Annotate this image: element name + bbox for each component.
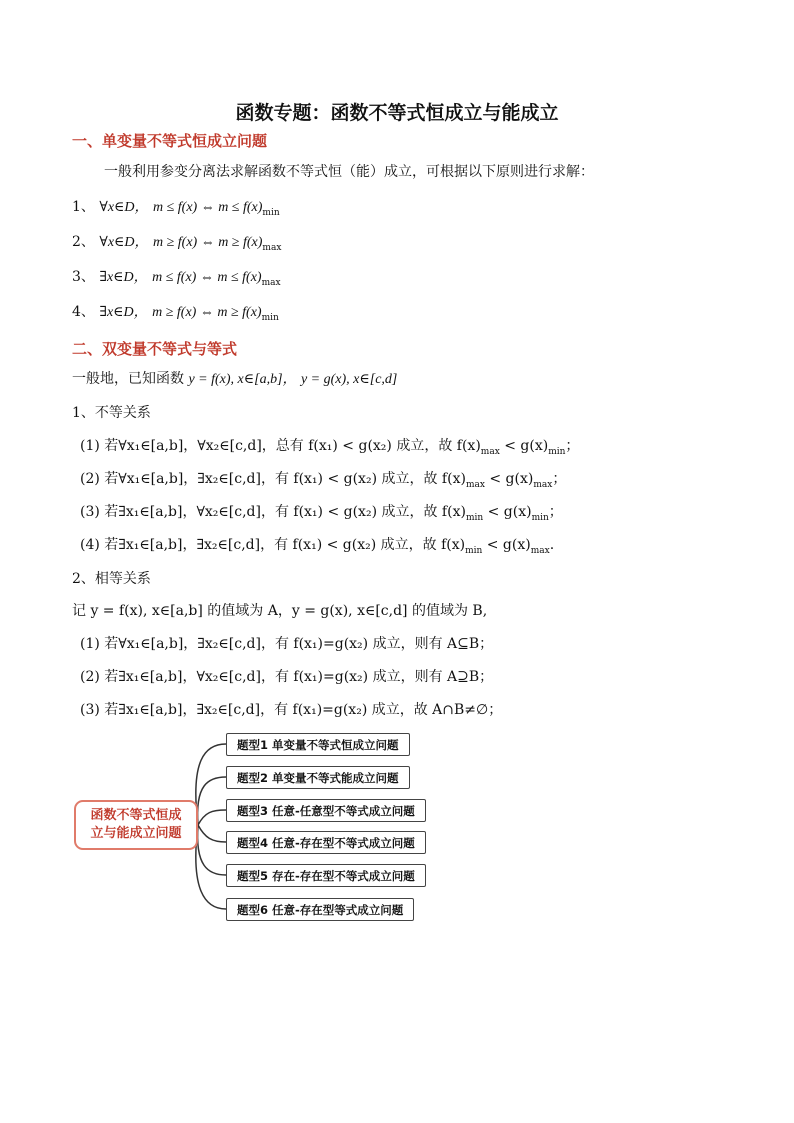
ineq-sub2: min	[548, 447, 566, 457]
ineq-num: (1)	[80, 438, 100, 454]
branch-line	[198, 777, 226, 825]
ineq-sub1: max	[480, 447, 500, 457]
ineq-sub1: max	[465, 480, 485, 490]
ineq-sub2: min	[531, 513, 549, 523]
eq-text: 若∀x₁∈[a,b]，∃x₂∈[c,d]，有 f(x₁)=g(x₂) 成立，则有 A⊆B；	[104, 636, 494, 652]
mindmap-center-line2: 立与能成立问题	[90, 826, 182, 841]
ineq-text: 若∀x₁∈[a,b]，∃x₂∈[c,d]，有 f(x₁) < g(x₂) 成立，故 f(x)	[104, 471, 466, 487]
page-title: 函数专题：函数不等式恒成立与能成立	[235, 102, 559, 124]
ineq-sub1: min	[465, 546, 483, 556]
ineq-mid: < g(x)	[499, 438, 549, 454]
ineq-num: (3)	[80, 504, 100, 520]
ineq-end: ；	[548, 504, 563, 520]
ineq-end: .	[549, 537, 555, 553]
intro-f: y = f(x), x∈[a,b]，	[188, 372, 297, 387]
rule-num: 2、	[72, 234, 95, 250]
rule-num: 3、	[72, 269, 95, 285]
eq-intro: 记 y = f(x), x∈[a,b] 的值域为 A，y = g(x), x∈[c,d] 的值域为 B,	[72, 603, 488, 619]
section2-heading: 二、双变量不等式与等式	[72, 340, 238, 358]
branch-line	[196, 744, 226, 825]
ineq-end: ；	[552, 471, 567, 487]
eq-num: (3)	[80, 702, 100, 718]
mindmap-item-3: 题型3 任意-任意型不等式成立问题	[226, 799, 426, 822]
eq-title: 2、相等关系	[72, 571, 151, 587]
mindmap-item-2: 题型2 单变量不等式能成立问题	[226, 766, 410, 789]
rule-sub: max	[261, 278, 281, 288]
mindmap-item-4: 题型4 任意-存在型不等式成立问题	[226, 831, 426, 854]
intro-prefix: 一般地，已知函数	[72, 371, 184, 387]
section1-intro: 一般利用参变分离法求解函数不等式恒（能）成立，可根据以下原则进行求解：	[104, 164, 594, 180]
rule-sub: max	[262, 243, 282, 253]
rule-quant: ∀x∈D，	[99, 235, 149, 250]
mindmap-item-5: 题型5 存在-存在型不等式成立问题	[226, 864, 426, 887]
ineq-num: (2)	[80, 471, 100, 487]
ineq-sub2: max	[530, 546, 550, 556]
ineq-mid: < g(x)	[484, 471, 534, 487]
ineq-mid: < g(x)	[483, 504, 532, 520]
ineq-mid: < g(x)	[482, 537, 531, 553]
branch-line	[198, 825, 226, 875]
rule-quant: ∀x∈D，	[99, 200, 149, 215]
rule-quant: ∃x∈D，	[99, 305, 148, 320]
ineq-num: (4)	[80, 537, 100, 553]
mindmap-center-line1: 函数不等式恒成	[90, 808, 182, 823]
intro-g: y = g(x), x∈[c,d]	[300, 372, 398, 387]
eq-num: (1)	[80, 636, 100, 652]
branch-line	[196, 825, 226, 909]
eq-text: 若∃x₁∈[a,b]，∃x₂∈[c,d]，有 f(x₁)=g(x₂) 成立，故 A∩B≠∅；	[104, 702, 503, 718]
rule-sub: min	[261, 313, 279, 323]
rule-expr: m ≤ f(x) ⇔ m ≤ f(x)	[152, 200, 263, 215]
ineq-text: 若∃x₁∈[a,b]，∀x₂∈[c,d]，有 f(x₁) < g(x₂) 成立，故 f(x)	[104, 504, 466, 520]
eq-num: (2)	[80, 669, 100, 685]
rule-expr: m ≥ f(x) ⇔ m ≥ f(x)	[152, 235, 263, 250]
ineq-sub2: max	[533, 480, 553, 490]
branch-line	[198, 825, 226, 842]
ineq-text: 若∃x₁∈[a,b]，∃x₂∈[c,d]，有 f(x₁) < g(x₂) 成立，故 f(x)	[104, 537, 466, 553]
rule-expr: m ≥ f(x) ⇔ m ≥ f(x)	[152, 305, 262, 320]
rule-quant: ∃x∈D，	[99, 270, 148, 285]
section1-heading: 一、单变量不等式恒成立问题	[72, 132, 268, 150]
rule-num: 4、	[72, 304, 95, 320]
eq-text: 若∃x₁∈[a,b]，∀x₂∈[c,d]，有 f(x₁)=g(x₂) 成立，则有 A⊇B；	[104, 669, 494, 685]
ineq-text: 若∀x₁∈[a,b]，∀x₂∈[c,d]，总有 f(x₁) < g(x₂) 成立，故 f(x)	[104, 438, 481, 454]
mindmap-item-6: 题型6 任意-存在型等式成立问题	[226, 898, 414, 921]
rule-num: 1、	[72, 199, 95, 215]
mindmap-item-1: 题型1 单变量不等式恒成立问题	[226, 733, 410, 756]
ineq-title: 1、不等关系	[72, 405, 151, 421]
mindmap-center-node	[74, 800, 198, 850]
rule-sub: min	[262, 208, 280, 218]
ineq-sub1: min	[465, 513, 484, 523]
rule-expr: m ≤ f(x) ⇔ m ≤ f(x)	[152, 270, 262, 285]
branch-line	[198, 810, 226, 825]
ineq-end: ；	[565, 438, 580, 454]
